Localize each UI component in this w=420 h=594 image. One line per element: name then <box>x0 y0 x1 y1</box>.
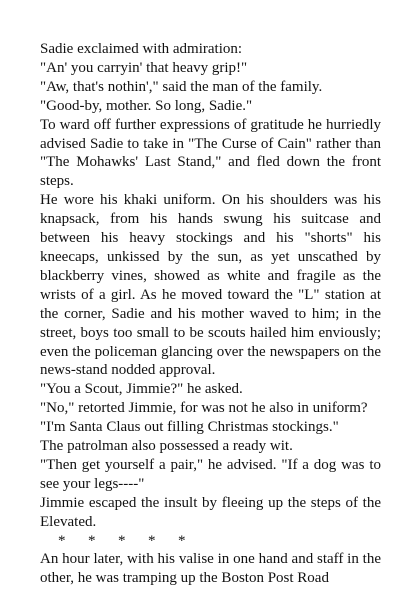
paragraph: He wore his khaki uniform. On his shoulders was his knapsack, from his hands swung his suitcase and between his heavy stockings and his "shorts" his kneecaps, unkissed by the sun, as yet unscathed by blackberry vines, showed as white and fragile as the wrists of a girl. As he moved toward the "L" station at the corner, Sadie and his mother waved to him; in the street, boys too small to be scouts hailed him enviously; even the policeman glancing over the newspapers on the news-stand nodded approval. <box>40 192 381 379</box>
paragraph: "No," retorted Jimmie, for was not he also in uniform? <box>40 400 368 417</box>
paragraph: Sadie exclaimed with admiration: <box>40 41 243 57</box>
paragraph: "You a Scout, Jimmie?" he asked. <box>40 381 243 398</box>
closing-paragraph: An hour later, with his valise in one hand and staff in the other, he was tramping up the Boston Post Road <box>40 551 381 587</box>
paragraph: "Aw, that's nothin'," said the man of the family. <box>40 78 323 95</box>
paragraph: "Good-by, mother. So long, Sadie." <box>40 97 253 114</box>
text-body <box>40 40 381 532</box>
paragraph: Jimmie escaped the insult by fleeing up the steps of the Elevated. <box>40 494 381 530</box>
paragraph: The patrolman also possessed a ready wit. <box>40 438 293 455</box>
section-separator: * * * * * <box>58 532 186 549</box>
paragraph: "I'm Santa Claus out filling Christmas stockings." <box>40 419 339 436</box>
paragraph: "Then get yourself a pair," he advised. "If a dog was to see your legs----" <box>40 456 381 492</box>
paragraph: To ward off further expressions of gratitude he hurriedly advised Sadie to take in "The Curse of Cain" rather than "The Mohawks' Last Stand," and fled down the front steps. <box>40 116 381 190</box>
paragraph: "An' you carryin' that heavy grip!" <box>40 59 248 76</box>
